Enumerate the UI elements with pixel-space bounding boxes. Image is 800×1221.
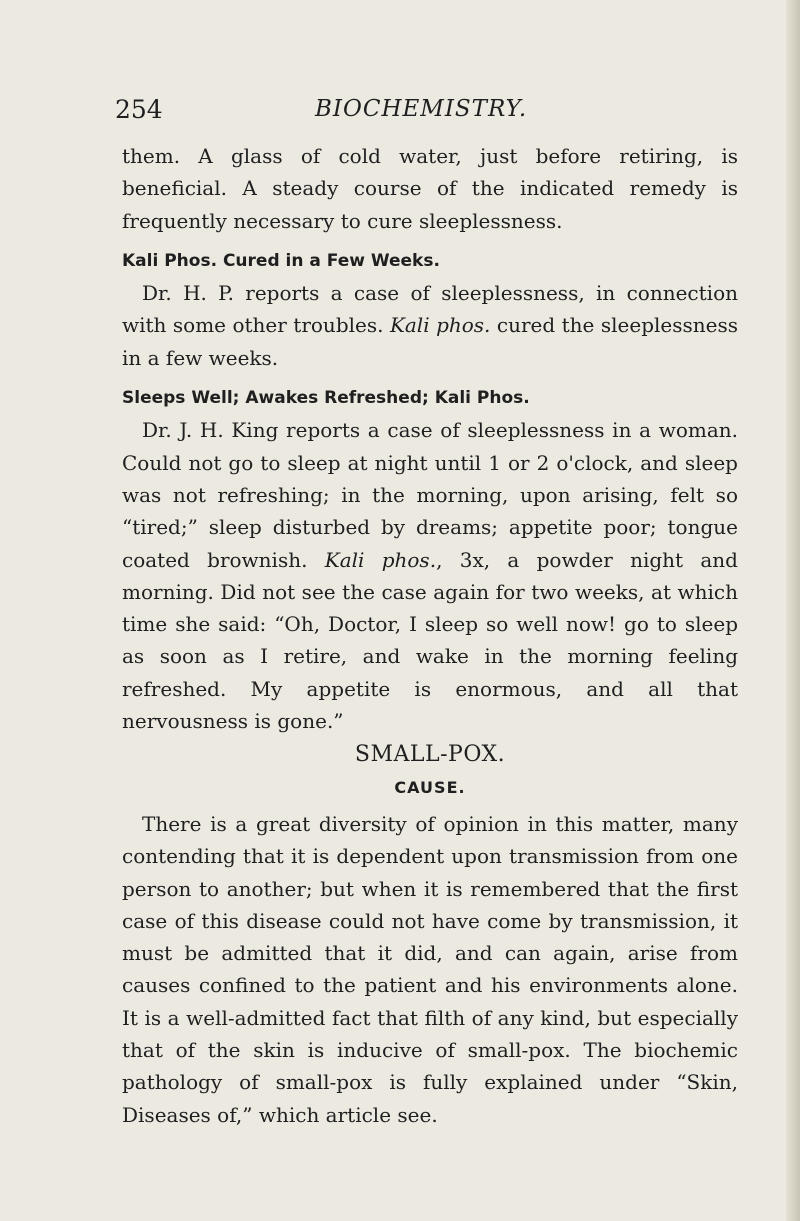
paragraph-cause: There is a great diversity of opinion in this matter, many contending that it is dependent upon transmission from one person to another; but when it is remembered that the first case of this disease could not have come by transmission, it must be admitted that it did, and can again, arise from causes confined to the patient and his environments alone. It is a well-admitted fact that filth of any kind, but especially that of the skin is inducive of small-pox. The biochemic pathology of small-pox is fully explained under “Skin, Diseases of,” which article see. <box>122 811 738 1127</box>
running-title: BIOCHEMISTRY. <box>315 96 528 122</box>
remedy-name: Kali phos. <box>324 547 437 572</box>
subheading-sleeps-well: Sleeps Well; Awakes Refreshed; Kali Phos. <box>122 388 530 409</box>
text-run: , 3x, a powder night and morning. Did not see the case again for two weeks, at which time she said: “Oh, Doctor, I sleep so well now! go to sleep as soon as I retire, and wake in the morning feeling refreshed. My appetite is enormous, and all that nervousness is gone.” <box>122 547 738 734</box>
paragraph-continuation: them. A glass of cold water, just before retiring, is beneficial. A steady course of the indicated remedy is frequently necessary to cure sleeplessness. <box>122 144 738 233</box>
page-body <box>122 140 738 1131</box>
page-number: 254 <box>115 95 163 124</box>
paragraph-case-king <box>122 414 738 737</box>
text-run: Dr. H. P. reports a case of sleeplessness, in connection with some other troubles. <box>122 281 738 338</box>
paragraph-case-hp <box>122 277 738 374</box>
page-header <box>115 95 675 131</box>
text-run: cured the sleeplessness in a few weeks. <box>122 313 738 370</box>
text-run: Dr. J. H. King reports a case of sleeplessness in a woman. Could not go to sleep at night until 1 or 2 o'clock, and sleep was not refreshing; in the morning, upon arising, felt so “tired;” sleep disturbed by dreams; appetite poor; tongue coated brownish. <box>122 418 738 572</box>
section-heading: SMALL-POX. <box>354 742 506 768</box>
subheading-kali-phos-cured: Kali Phos. Cured in a Few Weeks. <box>122 250 440 271</box>
remedy-name: Kali phos. <box>389 313 491 338</box>
section-subheading: CAUSE. <box>394 777 466 797</box>
page-edge <box>786 0 800 1221</box>
